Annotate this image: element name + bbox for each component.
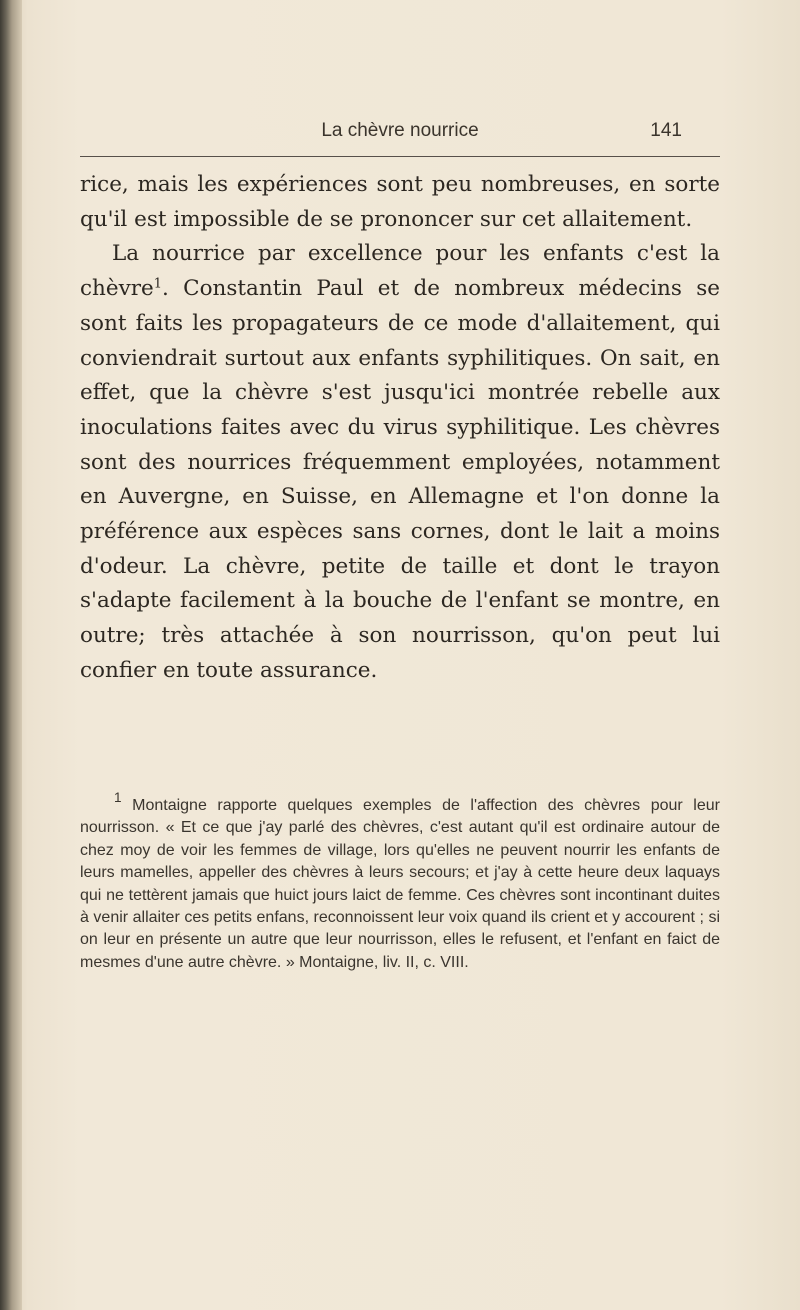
binding-gutter: [0, 0, 22, 1310]
footnote-text: Montaigne rapporte quelques exemples de l'affection des chèvres pour leur nourrisson. « Et ce que j'ay parlé des chèvres, c'est autant qu'il est ordinaire autour de chez moy de voir les femmes de village, lors qu'elles ne peuvent nourrir les enfants de leurs mamelles, appeller des chèvres à leurs secours; et j'ay à cette heure deux laquays qui ne tettèrent jamais que huict jours laict de femme. Ces chèvres sont incontinant duites à venir allaiter ces petits enfans, reconnoissent leur voix quand ils crient et y accourent ; si on leur en présente un autre que leur nourrisson, elles le refusent, et l'enfant en faict de mesmes d'une autre chèvre. » Montaigne, liv. II, c. VIII.: [80, 797, 720, 971]
footnote: [80, 789, 720, 974]
paragraph-text: . Constantin Paul et de nombreux médecins se sont faits les propagateurs de ce mode d'allaitement, qui conviendrait surtout aux enfants syphilitiques. On sait, en effet, que la chèvre s'est jusqu'ici montrée rebelle aux inoculations faites avec du virus syphilitique. Les chèvres sont des nourrices fréquemment employées, notamment en Auvergne, en Suisse, en Allemagne et l'on donne la préférence aux espèces sans cornes, dont le lait a moins d'odeur. La chèvre, petite de taille et dont le trayon s'adapte facilement à la bouche de l'enfant se montre, en outre; très attachée à son nourrisson, qu'on peut lui confier en toute assurance.: [80, 276, 720, 683]
running-head: [80, 120, 720, 148]
paragraph: [80, 237, 720, 688]
page-number: 141: [650, 120, 682, 141]
footnote-reference: 1: [153, 276, 162, 292]
footnote-number: 1: [114, 789, 122, 805]
paragraph: rice, mais les expériences sont peu nombreuses, en sorte qu'il est impossible de se prononcer sur cet allaitement.: [80, 172, 720, 232]
running-title: La chèvre nourrice: [321, 120, 479, 141]
main-text: [80, 168, 720, 689]
paragraph-text: La nourrice par excellence pour les enfants c'est la chèvre: [80, 241, 720, 302]
header-rule: [80, 156, 720, 157]
